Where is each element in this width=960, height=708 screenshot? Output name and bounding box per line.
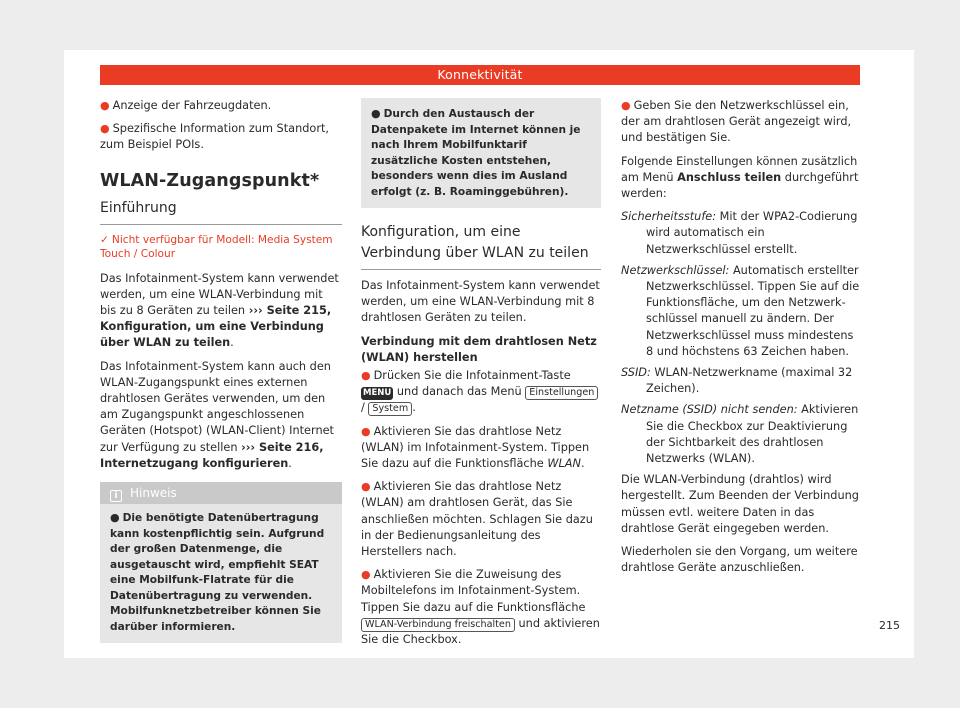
list-item: ● Anzeige der Fahrzeugdaten. [100, 99, 272, 112]
definition-item: SSID: WLAN-Netzwerkname (maximal 32 Zeichen). [621, 366, 853, 396]
list-item: ● Geben Sie den Netzwerkschlüssel ein, der am drahtlosen Gerät angezeigt wird, und bestätigen Sie. [621, 99, 852, 145]
paragraph: Das Infotainment-System kann verwendet werden, um eine WLAN-Verbindung mit bis zu 8 Geräten zu teilen ››› Seite 215, Konfiguration, um eine Verbindung über WLAN zu teilen. [100, 271, 339, 350]
paragraph: Das Infotainment-System kann verwendet werden, um eine WLAN-Verbindung mit 8 drahtlosen Geräten zu teilen. [361, 279, 600, 325]
share-wlan-key: WLAN-Verbindung freischalten [361, 618, 515, 632]
bullet-icon: ● [361, 568, 371, 582]
bullet-icon: ● [100, 99, 110, 112]
list-item: ● Aktivieren Sie das drahtlose Netz (WLAN) im Infotainment-System. Tippen Sie dazu auf die Funktionsfläche WLAN. [361, 424, 590, 471]
section-header: Konnektivität [100, 65, 860, 85]
section-heading: WLAN-Zugangspunkt* [100, 170, 320, 191]
list-item: ● Drücken Sie die Infotainment-Taste MENU und danach das Menü Einstellungen / System . [361, 368, 601, 417]
bullet-icon: ● [621, 99, 631, 112]
definition-item: Netzwerkschlüssel: Automatisch erstellter Netzwerkschlüssel. Tippen Sie auf die Funktionsfläche, um den Netzwerkschlüssel manuell zu ändern. Der Netzwerkschlüssel muss mindestens 8 und höchstens 63 Zeichen haben. [621, 263, 860, 358]
system-key: System [368, 402, 412, 416]
hint-box [100, 482, 342, 643]
column-3 [621, 98, 861, 583]
page-reference-link[interactable]: ››› Seite 215, Konfiguration, um eine Verbindung über WLAN zu teilen [100, 304, 332, 350]
column-2 [361, 98, 601, 655]
menu-key-icon: MENU [363, 388, 392, 399]
bullet-icon: ● [110, 511, 120, 525]
paragraph: Wiederholen sie den Vorgang, um weitere drahtlose Geräte anzuschließen. [621, 545, 858, 575]
procedure-title: Verbindung mit dem drahtlosen Netz (WLAN) herstellen [361, 334, 597, 364]
definition-item: Netzname (SSID) nicht senden: Aktivieren Sie die Checkbox zur Deaktivierung der Sichtbarkeit des drahtlosen Netzwerks (WLAN). [621, 403, 859, 466]
paragraph: Folgende Einstellungen können zusätzlich am Menü Anschluss teilen durchgeführt werden: [621, 154, 859, 201]
check-icon: ✓ [100, 233, 109, 246]
paragraph: Das Infotainment-System kann auch den WLAN-Zugangspunkt eines externen drahtlosen Gerätes verwenden, um den am Zugangspunkt angeschlossenen Geräten (Hotspot) (WLAN-Client) Internet zur Verfügung zu stellen ››› Seite 216, Internetzugang konfigurieren. [100, 359, 334, 470]
hint-text: ● Die benötigte Datenübertragung kann kostenpflichtig sein. Aufgrund der großen Datenmenge, die ausgetauscht wird, empfiehlt SEAT eine Mobilfunk-Flatrate für die Datenübertragung zu verwenden. Mobilfunknetzbetreiber können Sie darüber informieren. [110, 511, 325, 633]
list-item: ● Aktivieren Sie die Zuweisung des Mobiltelefons im Infotainment-System. Tippen Sie dazu auf die Funktionsfläche WLAN-Verbindung freischalten und aktivieren Sie die Checkbox. [361, 568, 600, 647]
hint-header: i Hinweis [100, 482, 342, 504]
info-icon: i [110, 490, 122, 502]
hint-continuation: ● Durch den Austausch der Datenpakete im Internet können je nach Ihrem Mobilfunktarif zusätzliche Kosten entstehen, besonders wenn dies im Ausland erfolgt (z. B. Roaminggebühren). [361, 98, 601, 208]
page-reference-link[interactable]: ››› Seite 216, Internetzugang konfigurieren [100, 440, 324, 470]
bullet-icon: ● [361, 424, 371, 438]
list-item: ● Aktivieren Sie das drahtlose Netz (WLAN) am drahtlosen Gerät, das Sie anschließen möchten. Schlagen Sie dazu in der Bedienungsanleitung des Herstellers nach. [361, 480, 593, 559]
page-number: 215 [879, 619, 900, 632]
bullet-icon: ● [361, 369, 371, 383]
definition-item: Sicherheitsstufe: Mit der WPA2-Codierung wird automatisch ein Netzwerkschlüssel erstellt. [621, 210, 858, 256]
paragraph: Die WLAN-Verbindung (drahtlos) wird hergestellt. Zum Beenden der Verbindung müssen evtl. weitere Daten in das drahtlose Gerät eingegeben werden. [621, 473, 859, 535]
settings-key: Einstellungen [525, 386, 598, 400]
column-1 [100, 98, 342, 643]
list-item: ● Spezifische Information zum Standort, zum Beispiel POIs. [100, 122, 329, 152]
availability-note: ✓ Nicht verfügbar für Modell: Media System Touch / Colour [100, 233, 333, 260]
bullet-icon: ● [371, 107, 381, 120]
section-heading: Konfiguration, um eine Verbindung über WLAN zu teilen [361, 222, 601, 270]
bullet-icon: ● [361, 480, 371, 494]
bullet-icon: ● [100, 122, 110, 136]
sub-heading: Einführung [100, 198, 342, 225]
